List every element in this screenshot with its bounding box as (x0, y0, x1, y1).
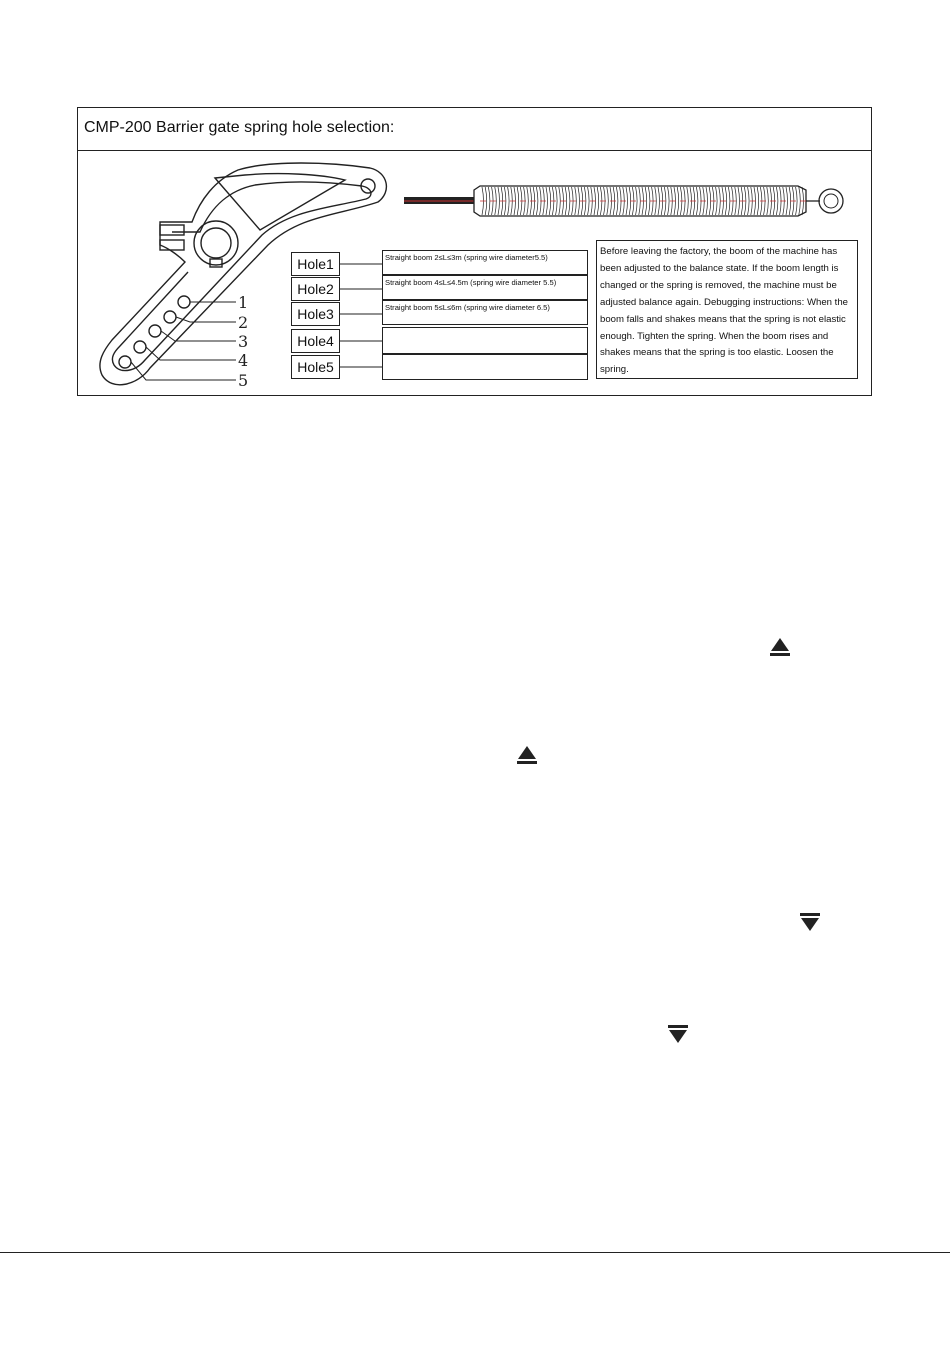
hole-number-4: 4 (238, 351, 249, 370)
hole-description-5 (382, 354, 588, 380)
hole-label-2: Hole2 (291, 277, 340, 301)
hole-number-3: 3 (238, 332, 249, 351)
hole-label-5: Hole5 (291, 355, 340, 379)
hole-leader-lines (131, 302, 236, 380)
up-arrow-icon (518, 746, 536, 759)
hole-label-1: Hole1 (291, 252, 340, 276)
hole-description-1: Straight boom 2≤L≤3m (spring wire diameter5.5) (382, 250, 588, 275)
hole-label-3: Hole3 (291, 302, 340, 326)
down-arrow-icon (801, 918, 819, 931)
hole-label-4: Hole4 (291, 329, 340, 353)
hole-number-2: 2 (238, 313, 249, 332)
spring-drawing (404, 186, 843, 216)
hole-number-5: 5 (238, 371, 249, 390)
debugging-instructions: Before leaving the factory, the boom of the machine has been adjusted to the balance state. If the boom length is changed or the spring is removed, the machine must be adjusted balance again. Debugging instructions: When the boom falls and shakes means that the spring is not elastic enough. Tighten the spring. When the boom rises and shakes means that the spring is too elastic. Loosen the spring. (596, 240, 858, 379)
footer-rule (0, 1252, 950, 1253)
figure-title: CMP-200 Barrier gate spring hole selection: (78, 108, 871, 151)
hole-description-2: Straight boom 4≤L≤4.5m (spring wire diameter 5.5) (382, 275, 588, 300)
hole-description-4 (382, 327, 588, 354)
hole-description-3: Straight boom 5≤L≤6m (spring wire diameter 6.5) (382, 300, 588, 325)
up-arrow-icon (771, 638, 789, 651)
hole-number-1: 1 (238, 293, 249, 312)
label-connectors (340, 264, 382, 367)
down-arrow-icon (669, 1030, 687, 1043)
